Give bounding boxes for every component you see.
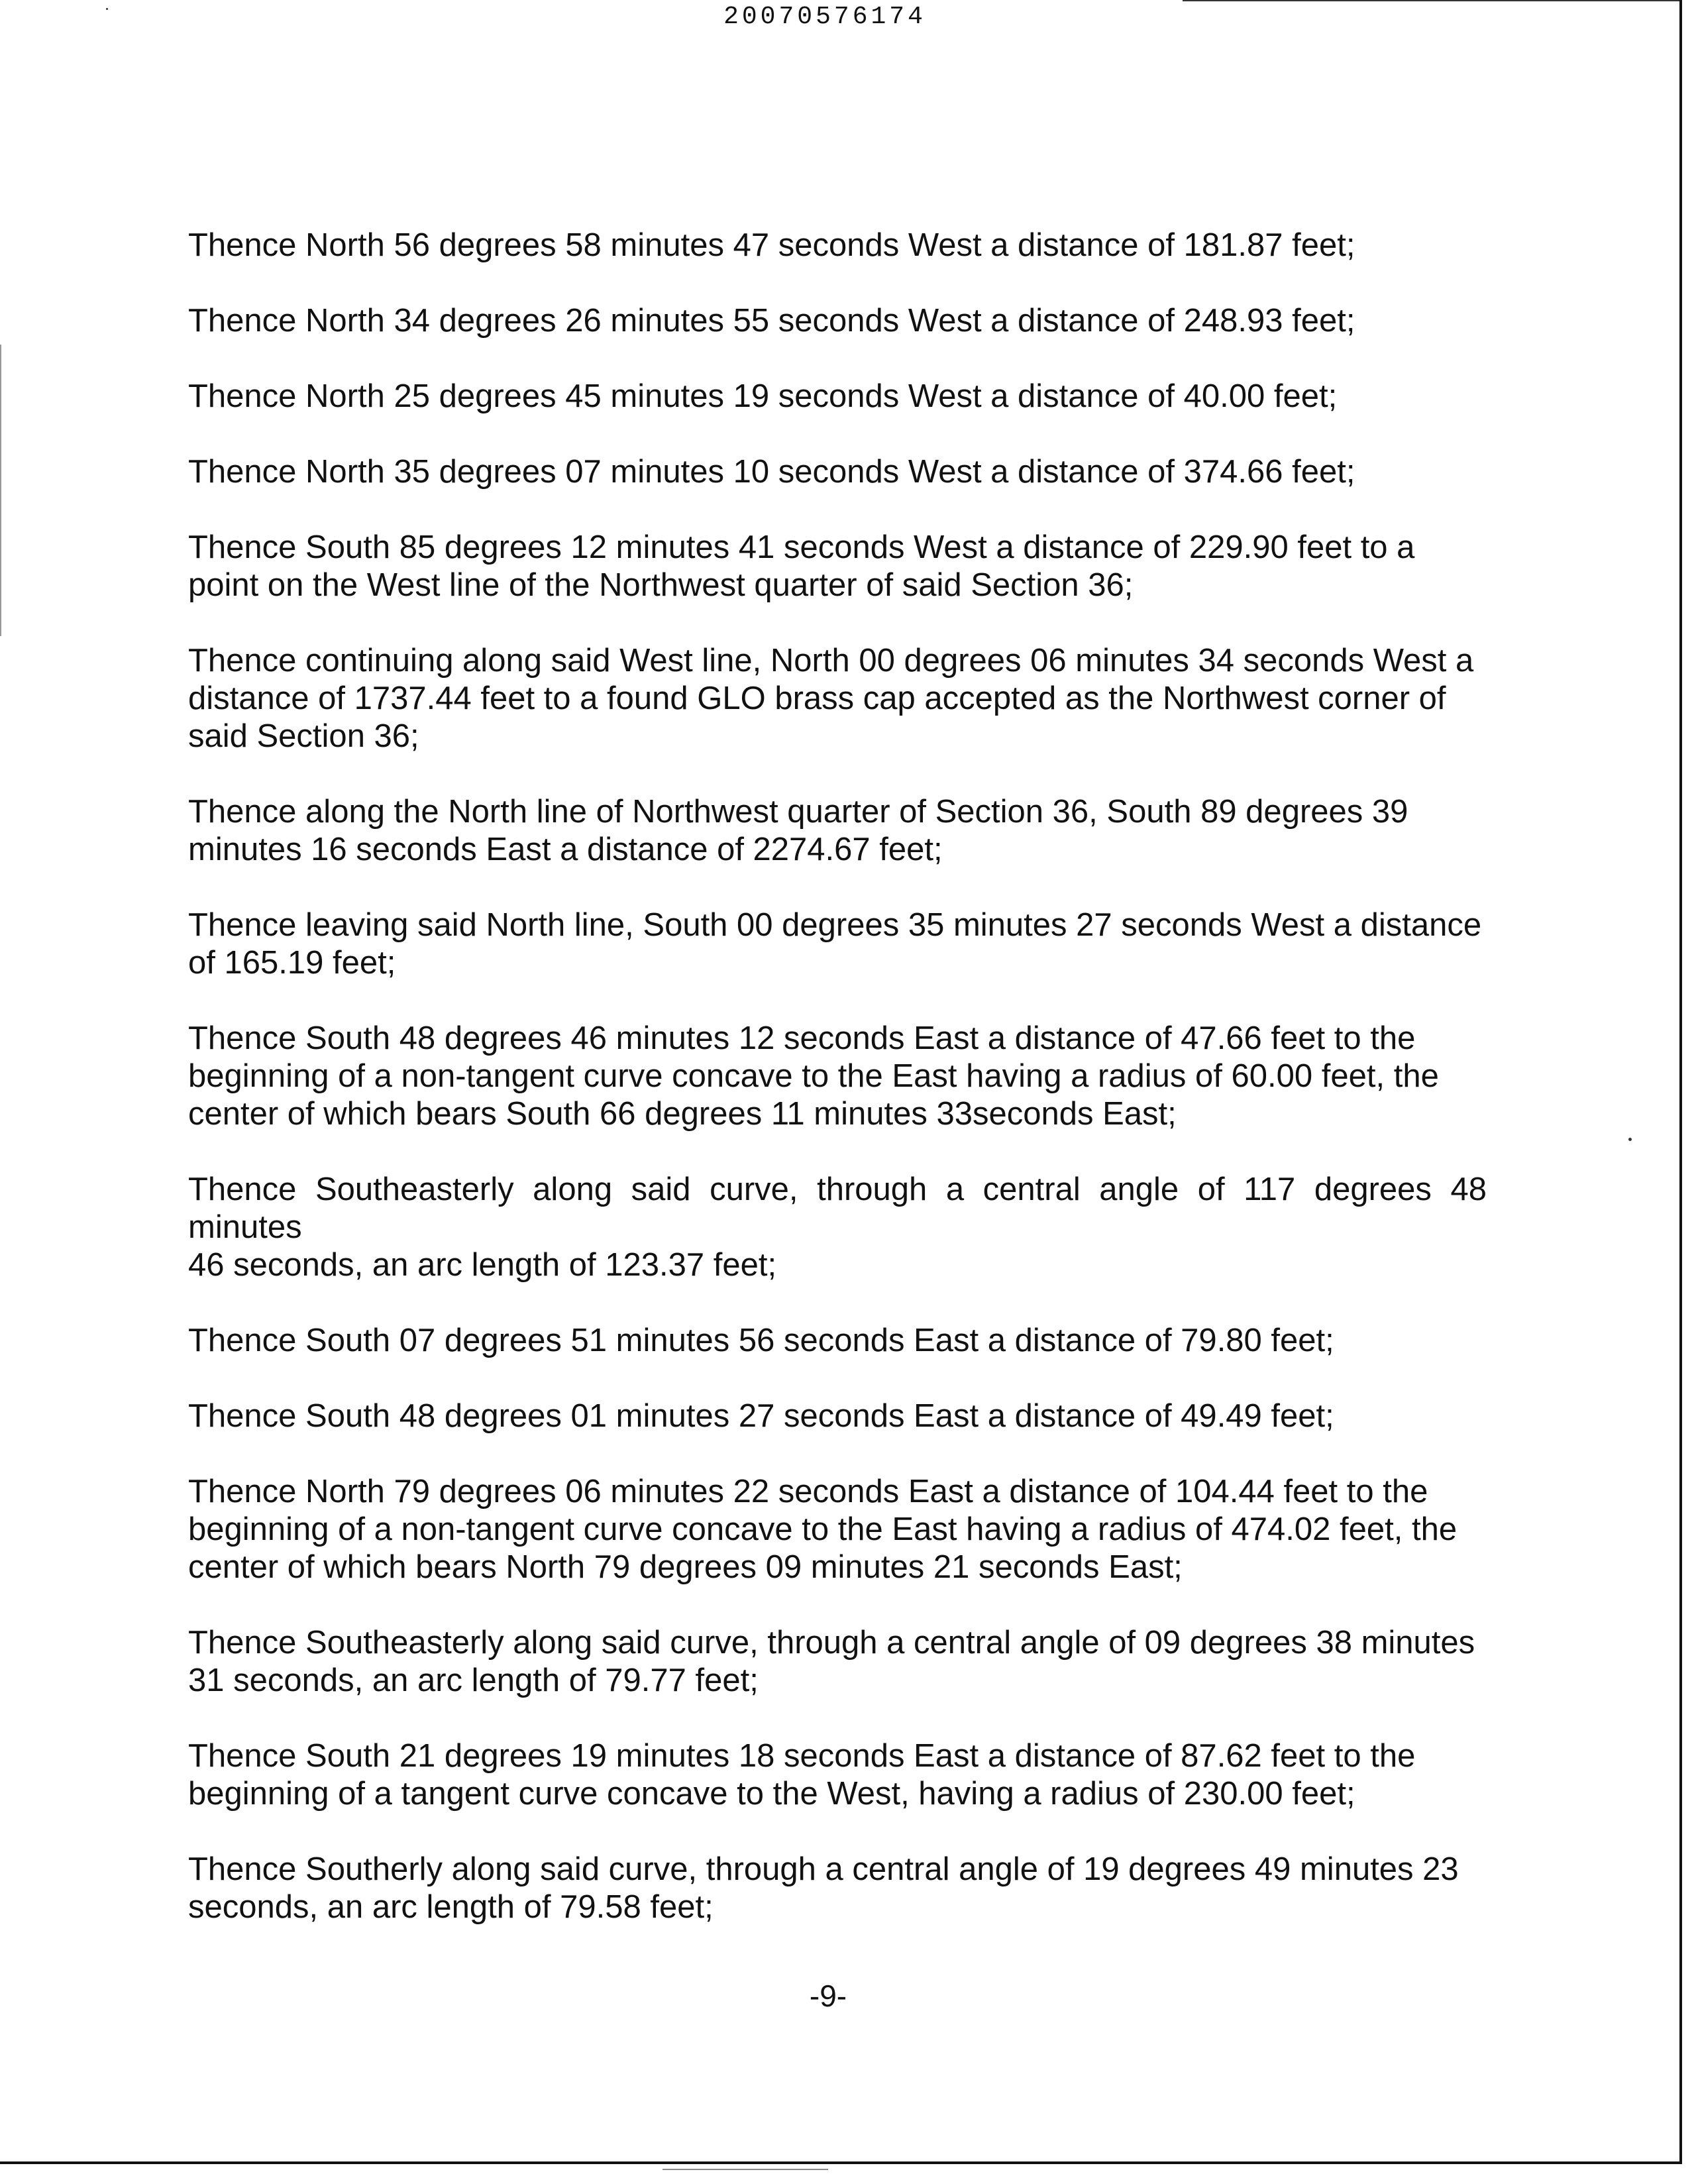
paragraph: Thence North 35 degrees 07 minutes 10 seconds West a distance of 374.66 feet; (188, 454, 1355, 490)
paragraph: Thence South 85 degrees 12 minutes 41 seconds West a distance of 229.90 feet to a point on the West line of the Northwest quarter of said Section 36; (188, 529, 1415, 603)
paragraph: Thence Southerly along said curve, through a central angle of 19 degrees 49 minutes 23 seconds, an arc length of 79.58 feet; (188, 1851, 1459, 1925)
paragraph: Thence North 34 degrees 26 minutes 55 seconds West a distance of 248.93 feet; (188, 303, 1355, 339)
paragraph: Thence North 25 degrees 45 minutes 19 seconds West a distance of 40.00 feet; (188, 378, 1338, 414)
paragraph: Thence Southeasterly along said curve, through a central angle of 117 degrees 48 minutes 46 seconds, an arc length of 123.37 feet; (188, 1172, 1487, 1283)
left-scan-mark (0, 345, 1, 636)
paragraph: Thence North 79 degrees 06 minutes 22 seconds East a distance of 104.44 feet to the beginning of a non-tangent curve concave to the East having a radius of 474.02 feet, the center of which bears North 79 degrees 09 minutes 21 seconds East; (188, 1474, 1458, 1585)
paragraph: Thence continuing along said West line, North 00 degrees 06 minutes 34 seconds West a distance of 1737.44 feet to a found GLO brass cap accepted as the Northwest corner of said Section 36; (188, 643, 1474, 754)
paragraph: Thence South 07 degrees 51 minutes 56 seconds East a distance of 79.80 feet; (188, 1323, 1334, 1358)
legal-description-body (188, 227, 1487, 1964)
top-edge-rule (1183, 0, 1682, 1)
paragraph: Thence along the North line of Northwest quarter of Section 36, South 89 degrees 39 minutes 16 seconds East a distance of 2274.67 feet; (188, 794, 1408, 867)
paragraph: Thence South 48 degrees 01 minutes 27 seconds East a distance of 49.49 feet; (188, 1398, 1334, 1434)
bottom-page-border (0, 2161, 1682, 2164)
paragraph: Thence leaving said North line, South 00 degrees 35 minutes 27 seconds West a distance of 165.19 feet; (188, 907, 1482, 981)
scan-speck (1628, 1138, 1632, 1141)
bottom-scan-line (662, 2169, 828, 2170)
paragraph: Thence South 21 degrees 19 minutes 18 seconds East a distance of 87.62 feet to the beginning of a tangent curve concave to the West, having a radius of 230.00 feet; (188, 1738, 1416, 1812)
right-page-border (1679, 0, 1682, 2163)
paragraph: Thence North 56 degrees 58 minutes 47 seconds West a distance of 181.87 feet; (188, 227, 1355, 263)
paragraph: Thence Southeasterly along said curve, through a central angle of 09 degrees 38 minutes 31 seconds, an arc length of 79.77 feet; (188, 1625, 1475, 1698)
paragraph: Thence South 48 degrees 46 minutes 12 seconds East a distance of 47.66 feet to the beginning of a non-tangent curve concave to the East having a radius of 60.00 feet, the center of which bears South 66 degrees 11 minutes 33seconds East; (188, 1020, 1439, 1132)
page-number: -9- (809, 1979, 847, 2013)
document-number: 20070576174 (723, 3, 926, 31)
